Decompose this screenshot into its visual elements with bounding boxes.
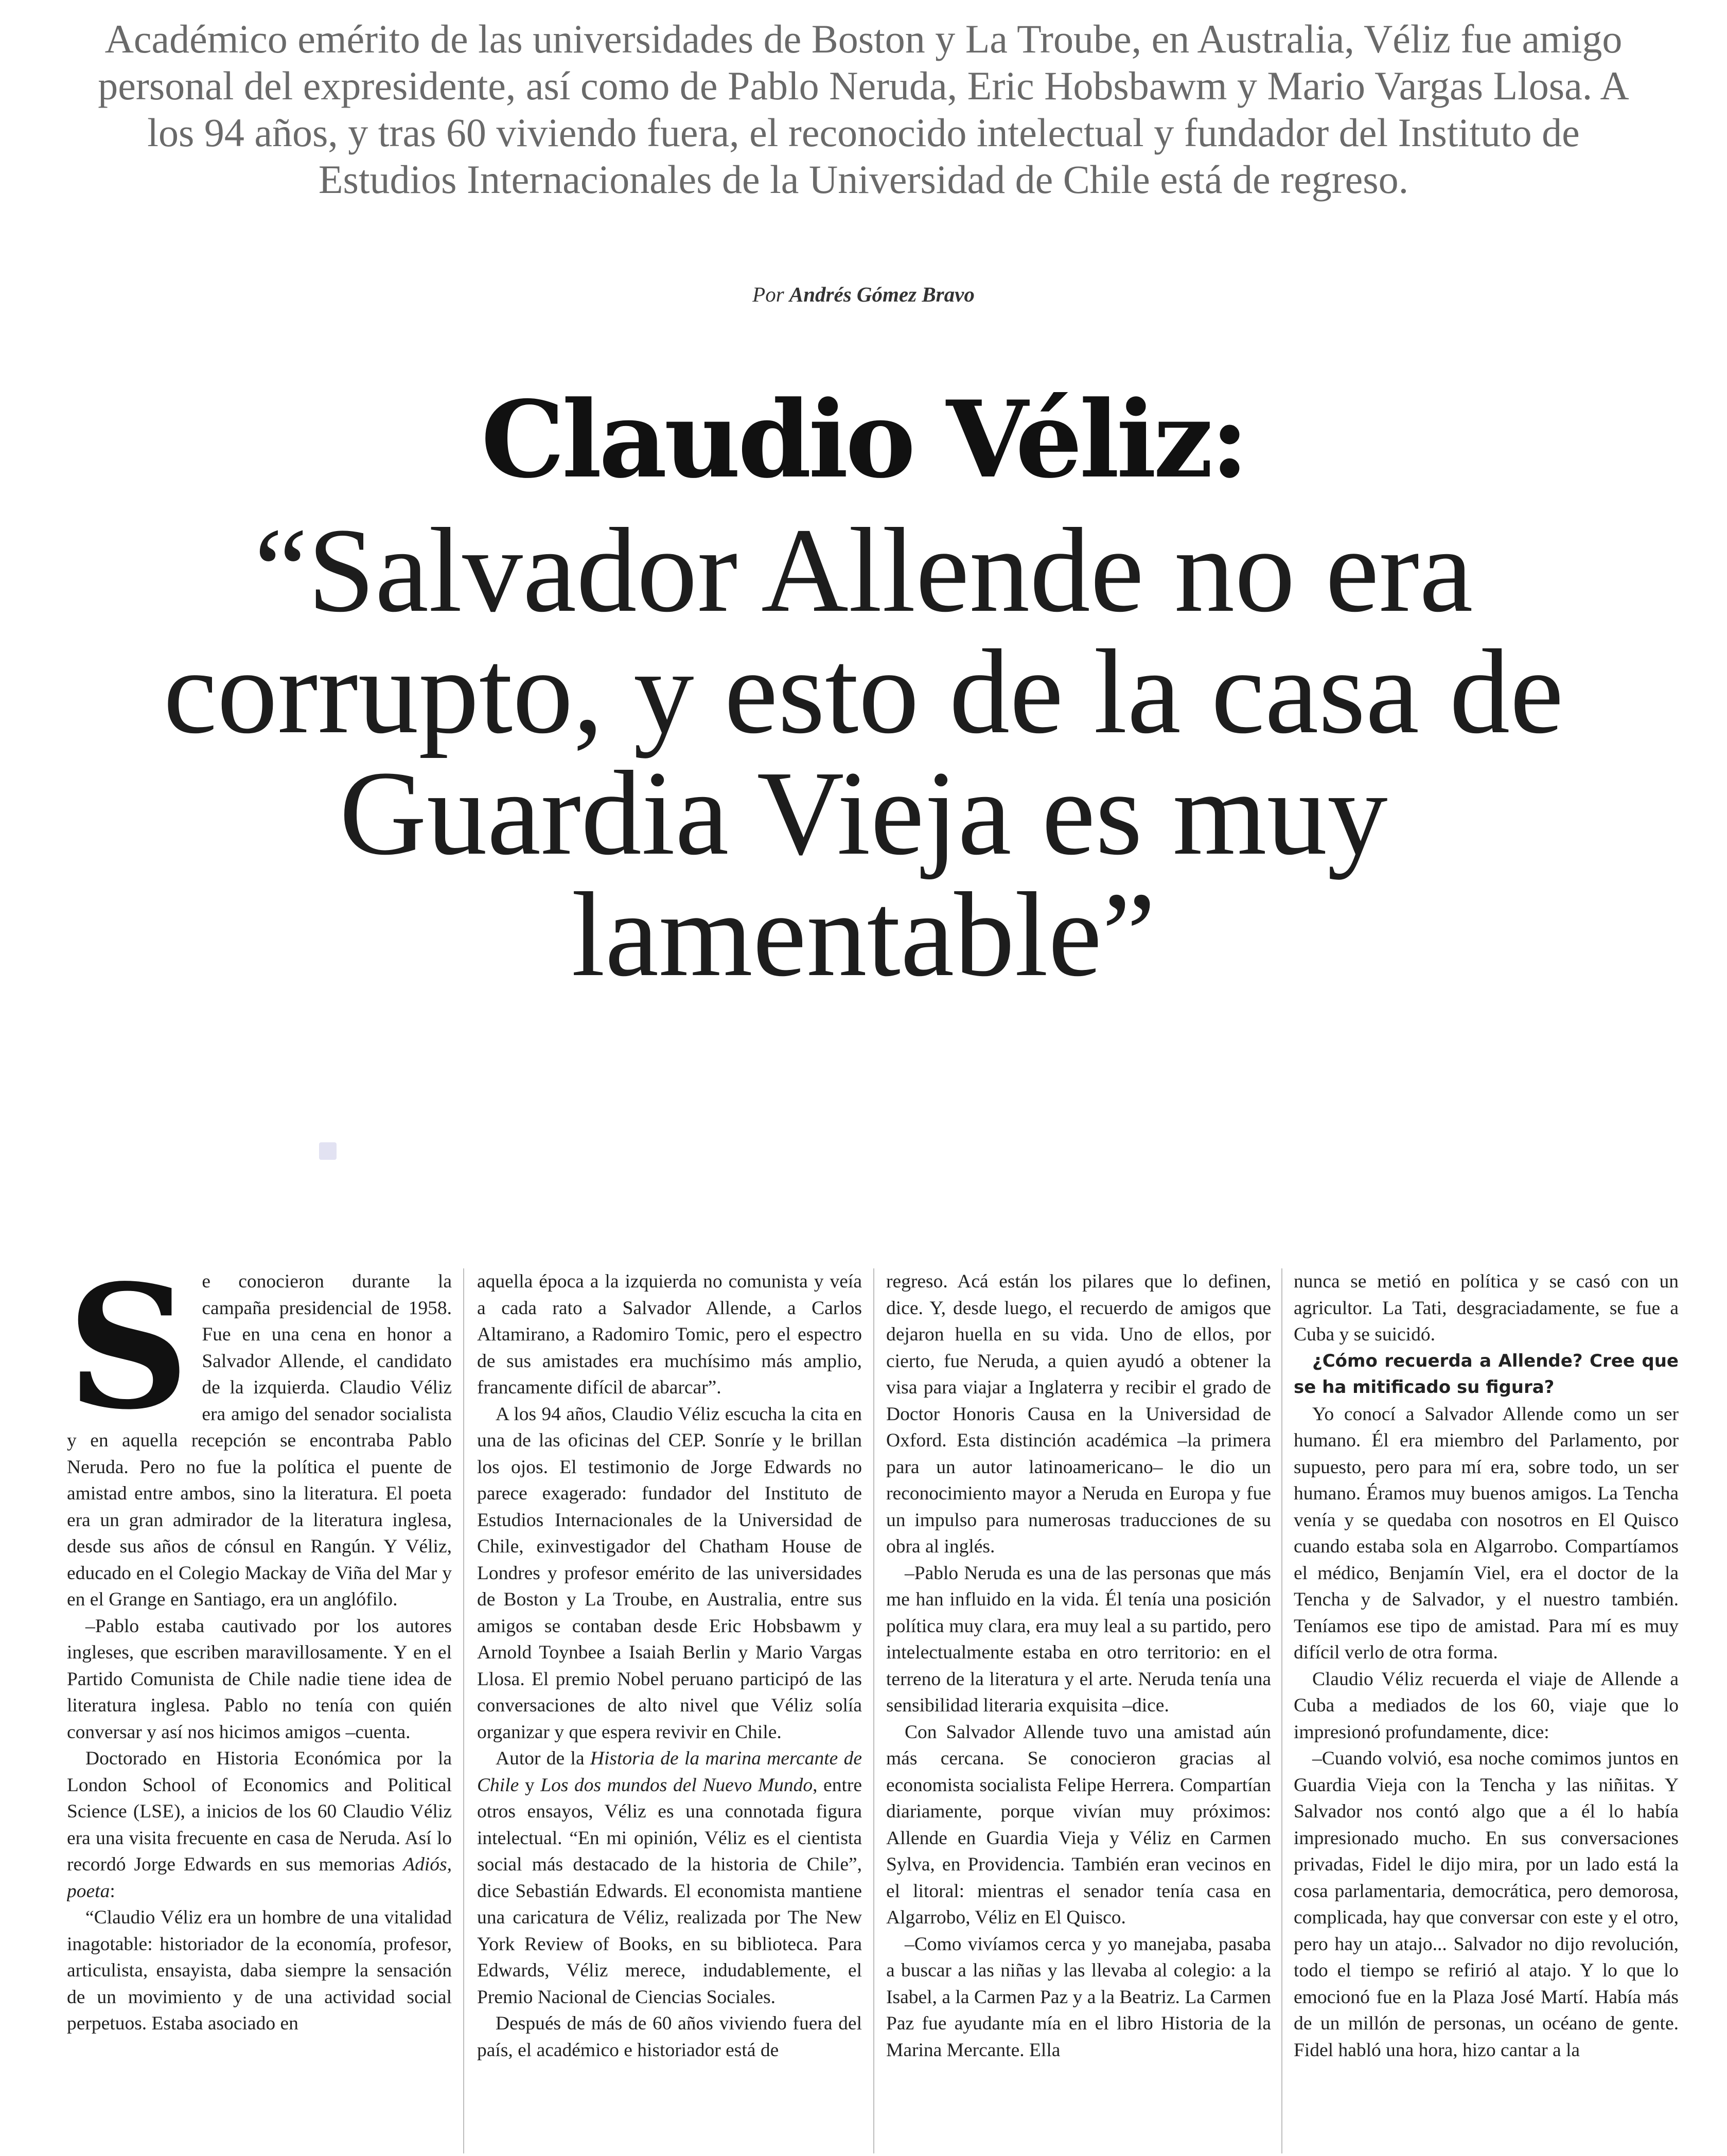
paragraph: –Como vivíamos cerca y yo manejaba, pasaba a buscar a las niñas y las llevaba al colegio: a la Isabel, a la Carmen Paz y a la Beatriz. La Carmen Paz fue ayudante mía en el libro Historia de la Marina Mercante. Ella [886, 1933, 1271, 2061]
paragraph [67, 1745, 452, 1904]
paragraph-text: Doctorado en Historia Económica por la London School of Economics and Political Science (LSE), a inicios de los 60 Claudio Véliz era una visita frecuente en casa de Neruda. Así lo recordó Jorge Edwards en sus memorias [67, 1748, 452, 1875]
paragraph: A los 94 años, Claudio Véliz escucha la cita en una de las oficinas del CEP. Sonríe y le brillan los ojos. El testimonio de Jorge Edwards no parece exagerado: fundador del Instituto de Estudios Internacionales de la Universidad de Chile, exinvestigador del Chatham House de Londres y profesor emérito de las universidades de Boston y La Troube, en Australia, entre sus amigos se contaban desde Eric Hobsbawm y Arnold Toynbee a Isaiah Berlin y Mario Vargas Llosa. El premio Nobel peruano participó de las conversaciones de alto nivel que Véliz solía organizar y que espera revivir en Chile. [477, 1403, 862, 1743]
paragraph: “Claudio Véliz era un hombre de una vitalidad inagotable: historiador de la economía, profesor, articulista, ensayista, daba siempre la sensación de un movimiento y de una actividad social perpetuos. Estaba asociado en [67, 1907, 452, 2034]
column-divider [873, 1268, 874, 2153]
column-divider [1281, 1268, 1282, 2153]
paragraph-text: y [519, 1774, 541, 1796]
paragraph: –Cuando volvió, esa noche comimos juntos en Guardia Vieja con la Tencha y las niñitas. Y Salvador nos contó algo que a él lo había impresionado mucho. En sus conversaciones privadas, Fidel le dijo mira, por un lado está la cosa parlamentaria, democrática, pero demorosa, complicada, hay que conversar con este y el otro, pero hay un atajo... Salvador no dijo revolución, todo el tiempo se refirió al atajo. Y lo que lo emocionó fue en la Plaza José Martí. Había más de un millón de personas, un océano de gente. Fidel habló una hora, hizo cantar a la [1294, 1748, 1679, 2061]
paragraph: –Pablo estaba cautivado por los autores ingleses, que escriben maravillosamente. Y en el Partido Comunista de Chile nadie tiene idea de literatura inglesa. Pablo no tenía con quién conversar y así nos hicimos amigos –cuenta. [67, 1615, 452, 1743]
drop-cap: S [67, 1268, 190, 1447]
column-divider [463, 1268, 464, 2153]
paragraph: Con Salvador Allende tuvo una amistad aún más cercana. Se conocieron gracias al economista socialista Felipe Herrera. Compartían diariamente, porque vivían muy próximos: Allende en Guardia Vieja y Véliz en Carmen Sylva, en Providencia. También eran vecinos en el litoral: mientras el senador tenía casa en Algarrobo, Véliz en El Quisco. [886, 1721, 1271, 1928]
article-column-2 [477, 1268, 862, 2153]
byline [0, 282, 1727, 307]
book-title: Los dos mundos del Nuevo Mundo [540, 1774, 813, 1796]
paragraph: aquella época a la izquierda no comunista y veía a cada rato a Salvador Allende, a Carlos Altamirano, a Radomiro Tomic, pero el espectro de sus amistades era muchísimo más amplio, francamente difícil de abarcar”. [477, 1271, 862, 1398]
byline-prefix: Por [752, 282, 784, 306]
interview-question: ¿Cómo recuerda a Allende? Cree que se ha mitificado su figura? [1294, 1350, 1679, 1398]
paragraph: nunca se metió en política y se casó con un agricultor. La Tati, desgraciadamente, se fue a Cuba y se suicidó. [1294, 1271, 1679, 1345]
paragraph: –Pablo Neruda es una de las personas que más me han influido en la vida. Él tenía una posición política muy clara, era muy leal a su partido, pero intelectualmente estaba en otro territorio: en el terreno de la literatura y el arte. Neruda tenía una sensibilidad literaria exquisita –dice. [886, 1562, 1271, 1716]
paragraph-text: e conocieron durante la campaña presidencial de 1958. Fue en una cena en honor a Salvador Allende, el candidato de la izquierda. Claudio Véliz era amigo del senador socialista y en aquella recepción se encontraba Pablo Neruda. Pero no fue la política el puente de amistad entre ambos, sino la literatura. El poeta era un gran admirador de la literatura inglesa, desde sus años de cónsul en Rangún. Y Véliz, educado en el Colegio Mackay de Viña del Mar y en el Grange en Santiago, era un anglófilo. [67, 1271, 452, 1610]
paragraph: Yo conocí a Salvador Allende como un ser humano. Él era miembro del Parlamento, por supuesto, pero para mí era, sobre todo, un ser humano. Éramos muy buenos amigos. La Tencha venía y se quedaba con nosotros en El Quisco cuando estaba sola en Algarrobo. Compartíamos el médico, Benjamín Viel, era el doctor de la Tencha y de Salvador, y el nuestro también. Teníamos ese tipo de amistad. Para mí es muy difícil verlo de otra forma. [1294, 1403, 1679, 1663]
book-title: Adiós, poeta [67, 1854, 452, 1902]
paragraph [67, 1268, 452, 1613]
paragraph-text: , entre otros ensayos, Véliz es una connotada figura intelectual. “En mi opinión, Véliz es el cientista social más destacado de la historia de Chile”, dice Sebastián Edwards. El economista mantiene una caricatura de Véliz, realizada por The New York Review of Books, en su biblioteca. Para Edwards, Véliz merece, indudablemente, el Premio Nacional de Ciencias Sociales. [477, 1774, 862, 2008]
paragraph: regreso. Acá están los pilares que lo definen, dice. Y, desde luego, el recuerdo de amigos que dejaron huella en su vida. Uno de ellos, por cierto, fue Neruda, a quien ayudó a obtener la visa para viajar a Inglaterra y recibir el grado de Doctor Honoris Causa en la Universidad de Oxford. Esta distinción académica –la primera para un autor latinoamericano– le dio un reconocimiento mayor a Neruda en Europa y fue un impulso para numerosas traducciones de su obra al inglés. [886, 1271, 1271, 1557]
headline-name: Claudio Véliz: [481, 378, 1246, 502]
paragraph: Claudio Véliz recuerda el viaje de Allende a Cuba a mediados de los 60, viaje que lo impresionó profundamente, dice: [1294, 1668, 1679, 1743]
article-column-3 [886, 1268, 1271, 2153]
byline-author: Andrés Gómez Bravo [789, 282, 975, 306]
article-column-1 [67, 1268, 452, 2153]
book-title: Historia de la marina mercante de Chile [477, 1748, 862, 1796]
paragraph-text: : [110, 1880, 115, 1902]
article-column-4 [1294, 1268, 1679, 2153]
paragraph [477, 1745, 862, 2010]
paragraph: Después de más de 60 años viviendo fuera del país, el académico e historiador está de [477, 2013, 862, 2061]
lead-paragraph: Académico emérito de las universidades de Boston y La Troube, en Australia, Véliz fue amigo personal del expresidente, así como de Pablo Neruda, Eric Hobsbawm y Mario Vargas Llosa. A los 94 años, y tras 60 viviendo fuera, el reconocido intelectual y fundador del Instituto de Estudios Internacionales de la Universidad de Chile está de regreso. [98, 16, 1629, 202]
paragraph-text: Autor de la [496, 1748, 590, 1769]
comment-marker-icon[interactable] [319, 1142, 337, 1160]
headline-quote: “Salvador Allende no era corrupto, y esto de la casa de Guardia Vieja es muy lamentable” [163, 503, 1564, 1001]
